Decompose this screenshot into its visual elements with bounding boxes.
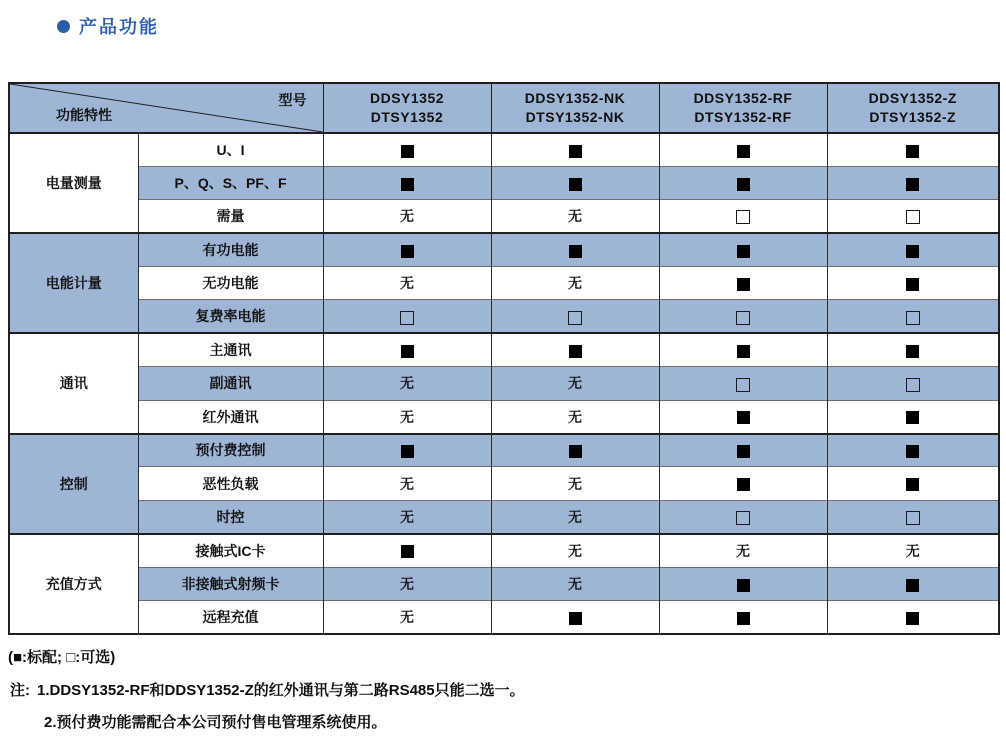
- value-cell-none: 无: [491, 467, 659, 500]
- value-cell-none: 无: [491, 534, 659, 567]
- standard-filled-square-icon: [569, 145, 582, 158]
- value-cell-open: [491, 300, 659, 333]
- value-cell-none: 无: [491, 267, 659, 300]
- standard-filled-square-icon: [569, 612, 582, 625]
- table-row: [9, 400, 999, 433]
- value-cell-none: 无: [323, 267, 491, 300]
- standard-filled-square-icon: [569, 178, 582, 191]
- model-name: DTSY1352: [370, 109, 444, 125]
- optional-open-square-icon: [906, 311, 920, 325]
- standard-filled-square-icon: [906, 478, 919, 491]
- table-row: [9, 133, 999, 166]
- model-name: DDSY1352-RF: [693, 90, 793, 106]
- column-header-2: [491, 83, 659, 133]
- standard-filled-square-icon: [737, 178, 750, 191]
- standard-filled-square-icon: [401, 145, 414, 158]
- value-cell-filled: [659, 600, 827, 633]
- feature-label: 需量: [138, 200, 323, 233]
- group-label: 通讯: [9, 333, 138, 433]
- value-cell-filled: [323, 434, 491, 467]
- value-cell-none: 无: [323, 400, 491, 433]
- group-label: 电能计量: [9, 233, 138, 333]
- standard-filled-square-icon: [737, 411, 750, 424]
- value-cell-none: 无: [491, 500, 659, 533]
- value-cell-filled: [659, 467, 827, 500]
- value-cell-filled: [827, 567, 999, 600]
- table-row: [9, 166, 999, 199]
- table-row: [9, 200, 999, 233]
- value-cell-none: 无: [491, 400, 659, 433]
- value-cell-none: 无: [491, 200, 659, 233]
- standard-filled-square-icon: [906, 178, 919, 191]
- standard-filled-square-icon: [906, 278, 919, 291]
- optional-open-square-icon: [906, 378, 920, 392]
- note-line-1: [10, 679, 525, 700]
- value-cell-filled: [827, 434, 999, 467]
- value-cell-open: [827, 200, 999, 233]
- optional-open-square-icon: [736, 511, 750, 525]
- model-name: DTSY1352-RF: [694, 109, 792, 125]
- value-cell-filled: [491, 166, 659, 199]
- standard-filled-square-icon: [906, 612, 919, 625]
- group-label: 电量测量: [9, 133, 138, 233]
- standard-filled-square-icon: [569, 345, 582, 358]
- feature-label: 红外通讯: [138, 400, 323, 433]
- header-row: [9, 83, 999, 133]
- table-row: [9, 233, 999, 266]
- feature-label: 非接触式射频卡: [138, 567, 323, 600]
- value-cell-none: 无: [827, 534, 999, 567]
- optional-open-square-icon: [400, 311, 414, 325]
- value-cell-none: 无: [323, 567, 491, 600]
- table-row: [9, 367, 999, 400]
- value-cell-filled: [659, 434, 827, 467]
- value-cell-filled: [491, 133, 659, 166]
- standard-filled-square-icon: [737, 579, 750, 592]
- table-body: [9, 133, 999, 634]
- corner-header-cell: [9, 83, 323, 133]
- value-cell-filled: [323, 233, 491, 266]
- standard-filled-square-icon: [737, 145, 750, 158]
- value-cell-open: [323, 300, 491, 333]
- value-cell-filled: [659, 333, 827, 366]
- optional-open-square-icon: [906, 210, 920, 224]
- column-header-1: [323, 83, 491, 133]
- table-row: [9, 300, 999, 333]
- optional-open-square-icon: [736, 311, 750, 325]
- feature-label: 时控: [138, 500, 323, 533]
- optional-open-square-icon: [736, 210, 750, 224]
- value-cell-filled: [323, 333, 491, 366]
- corner-feature-label: 功能特性: [56, 107, 112, 123]
- standard-filled-square-icon: [906, 145, 919, 158]
- value-cell-none: 无: [323, 600, 491, 633]
- value-cell-filled: [659, 233, 827, 266]
- value-cell-none: 无: [323, 500, 491, 533]
- standard-filled-square-icon: [737, 612, 750, 625]
- note-item-2: 2.预付费功能需配合本公司预付售电管理系统使用。: [44, 714, 387, 731]
- value-cell-filled: [827, 600, 999, 633]
- model-name: DTSY1352-NK: [525, 109, 625, 125]
- standard-filled-square-icon: [401, 445, 414, 458]
- standard-filled-square-icon: [737, 345, 750, 358]
- value-cell-none: 无: [323, 200, 491, 233]
- value-cell-filled: [491, 600, 659, 633]
- feature-label: P、Q、S、PF、F: [138, 166, 323, 199]
- table-row: [9, 567, 999, 600]
- value-cell-filled: [323, 133, 491, 166]
- standard-filled-square-icon: [569, 445, 582, 458]
- bullet-icon: [57, 20, 70, 33]
- group-label: 控制: [9, 434, 138, 534]
- value-cell-none: 无: [323, 467, 491, 500]
- value-cell-filled: [491, 434, 659, 467]
- value-cell-filled: [659, 400, 827, 433]
- value-cell-filled: [323, 166, 491, 199]
- value-cell-none: 无: [491, 367, 659, 400]
- table-row: [9, 500, 999, 533]
- standard-filled-square-icon: [737, 478, 750, 491]
- standard-filled-square-icon: [401, 245, 414, 258]
- value-cell-open: [659, 500, 827, 533]
- value-cell-filled: [827, 133, 999, 166]
- product-function-table: [8, 82, 1000, 635]
- table-row: [9, 467, 999, 500]
- section-title: [57, 13, 159, 39]
- value-cell-open: [827, 300, 999, 333]
- feature-label: 恶性负载: [138, 467, 323, 500]
- standard-filled-square-icon: [906, 345, 919, 358]
- value-cell-none: 无: [323, 367, 491, 400]
- standard-filled-square-icon: [737, 445, 750, 458]
- table-row: [9, 333, 999, 366]
- optional-open-square-icon: [568, 311, 582, 325]
- table-row: [9, 434, 999, 467]
- value-cell-filled: [827, 467, 999, 500]
- column-header-4: [827, 83, 999, 133]
- column-header-3: [659, 83, 827, 133]
- value-cell-filled: [659, 166, 827, 199]
- feature-label: 复费率电能: [138, 300, 323, 333]
- standard-filled-square-icon: [737, 278, 750, 291]
- feature-label: 有功电能: [138, 233, 323, 266]
- value-cell-filled: [827, 166, 999, 199]
- value-cell-filled: [827, 267, 999, 300]
- note-line-2: [44, 711, 387, 732]
- value-cell-open: [659, 367, 827, 400]
- feature-label: 无功电能: [138, 267, 323, 300]
- model-name: DDSY1352-Z: [868, 90, 957, 106]
- section-title-text: 产品功能: [79, 17, 159, 37]
- standard-filled-square-icon: [401, 178, 414, 191]
- standard-filled-square-icon: [569, 245, 582, 258]
- value-cell-filled: [827, 233, 999, 266]
- optional-open-square-icon: [736, 378, 750, 392]
- group-label: 充值方式: [9, 534, 138, 634]
- value-cell-open: [827, 367, 999, 400]
- feature-label: 接触式IC卡: [138, 534, 323, 567]
- feature-label: U、I: [138, 133, 323, 166]
- standard-filled-square-icon: [737, 245, 750, 258]
- optional-open-square-icon: [906, 511, 920, 525]
- standard-filled-square-icon: [906, 445, 919, 458]
- value-cell-filled: [827, 333, 999, 366]
- value-cell-filled: [491, 233, 659, 266]
- value-cell-open: [659, 300, 827, 333]
- feature-label: 预付费控制: [138, 434, 323, 467]
- model-name: DDSY1352: [369, 90, 445, 106]
- model-name: DDSY1352-NK: [524, 90, 626, 106]
- value-cell-open: [827, 500, 999, 533]
- standard-filled-square-icon: [906, 579, 919, 592]
- model-name: DTSY1352-Z: [869, 109, 957, 125]
- value-cell-filled: [491, 333, 659, 366]
- value-cell-filled: [659, 267, 827, 300]
- value-cell-none: 无: [659, 534, 827, 567]
- standard-filled-square-icon: [906, 245, 919, 258]
- table-row: [9, 534, 999, 567]
- feature-label: 远程充值: [138, 600, 323, 633]
- feature-label: 副通讯: [138, 367, 323, 400]
- notes-prefix: 注:: [10, 682, 30, 699]
- value-cell-filled: [827, 400, 999, 433]
- legend-text: (■:标配; □:可选): [8, 649, 116, 666]
- note-item-1: 1.DDSY1352-RF和DDSY1352-Z的红外通讯与第二路RS485只能二选一。: [37, 682, 525, 699]
- value-cell-none: 无: [491, 567, 659, 600]
- standard-filled-square-icon: [401, 545, 414, 558]
- table-row: [9, 267, 999, 300]
- corner-model-label: 型号: [278, 92, 307, 108]
- feature-label: 主通讯: [138, 333, 323, 366]
- table-row: [9, 600, 999, 633]
- value-cell-filled: [659, 133, 827, 166]
- value-cell-open: [659, 200, 827, 233]
- value-cell-filled: [659, 567, 827, 600]
- standard-filled-square-icon: [401, 345, 414, 358]
- value-cell-filled: [323, 534, 491, 567]
- standard-filled-square-icon: [906, 411, 919, 424]
